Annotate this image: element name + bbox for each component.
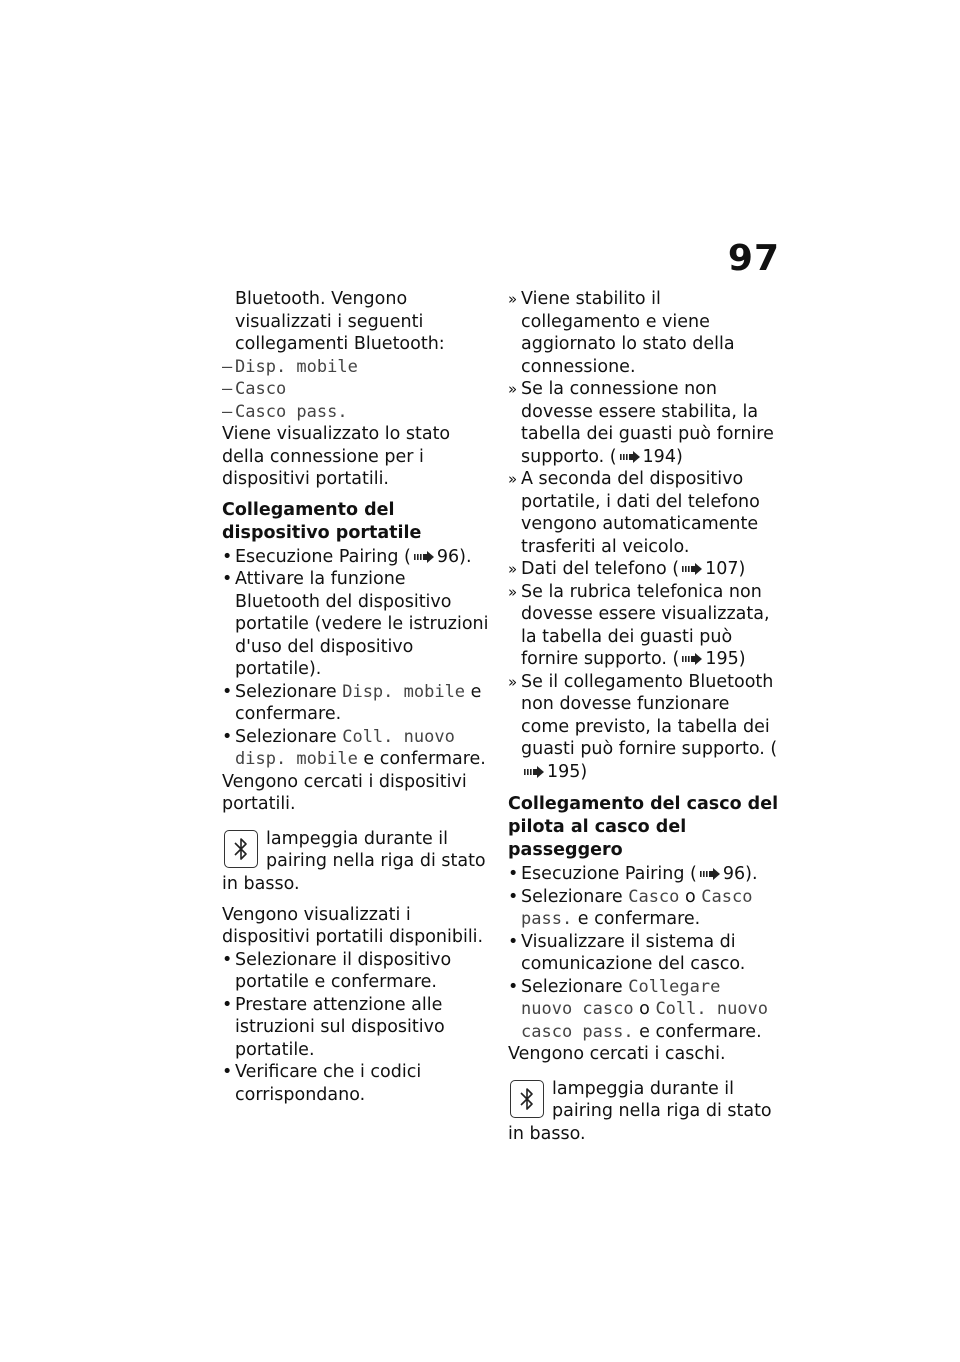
bullet-instructions: • Prestare attenzione alle istruzioni sul dispositivo portatile. (222, 994, 492, 1062)
menu-code: Casco (628, 886, 680, 907)
result-connection: » Viene stabilito il collegamento e viene aggiornato lo stato della connessione. (508, 288, 780, 378)
page-ref: 107) (705, 559, 746, 579)
bullet-select-new-helmet (508, 976, 780, 1044)
bluetooth-note-text: lampeggia durante il pairing nella riga di stato in basso. (508, 1078, 772, 1144)
bullet-select-casco (508, 886, 780, 931)
result-text: Se la connessione non dovesse essere stabilita, la tabella dei guasti può fornire supporto. ( (521, 379, 774, 467)
bullet-verify-codes: • Verificare che i codici corrispondano. (222, 1061, 492, 1106)
bullet-pairing (508, 863, 780, 886)
dash-item-disp-mobile: – Disp. mobile (222, 356, 492, 379)
reference-arrow-icon (681, 563, 703, 575)
bullet-text: o (633, 999, 656, 1019)
page-ref: 96). (436, 546, 472, 567)
menu-code: Casco pass. (521, 886, 753, 929)
bullet-text: e confermare. (572, 909, 701, 929)
result-bluetooth-issue (508, 671, 780, 784)
page-number: 97 (727, 238, 780, 279)
bluetooth-note-text: lampeggia durante il pairing nella riga di stato in basso. (222, 828, 486, 894)
right-column (508, 288, 780, 1148)
bullet-text: Selezionare (235, 726, 343, 747)
result-text: Se il collegamento Bluetooth non dovesse funzionare come previsto, la tabella dei guasti può fornire supporto. ( (521, 671, 778, 759)
bullet-text: e confermare. (633, 1021, 762, 1042)
bullet-text: e confermare. (357, 749, 486, 769)
bluetooth-note (222, 828, 492, 898)
section-heading-dispositivo: Collegamento del dispositivo portatile (222, 499, 422, 543)
bullet-text: Esecuzione Pairing ( (521, 864, 697, 884)
bullet-select-disp-mobile (222, 681, 492, 726)
bluetooth-note (508, 1078, 780, 1148)
dash-item-casco-pass: – Casco pass. (222, 401, 492, 424)
bullet-text: Selezionare (521, 886, 629, 907)
status-paragraph: Viene visualizzato lo stato della connessione per i dispositivi portatili. (222, 424, 451, 489)
menu-code: Disp. mobile (342, 681, 466, 702)
result-phone-data (508, 558, 780, 581)
searching-helmets: Vengono cercati i caschi. (508, 1044, 726, 1064)
bullet-show-communication: • Visualizzare il sistema di comunicazione del casco. (508, 931, 780, 976)
left-column (222, 288, 492, 1106)
bullet-activate-bluetooth: • Attivare la funzione Bluetooth del dispositivo portatile (vedere le istruzioni d'uso del dispositivo portatile). (222, 568, 492, 681)
result-failure (508, 378, 780, 468)
dash-item-casco: – Casco (222, 378, 492, 401)
page-ref: 195) (705, 649, 746, 669)
bullet-text: Esecuzione Pairing ( (235, 546, 411, 567)
result-text: Se la rubrica telefonica non dovesse essere visualizzata, la tabella dei guasti può fornire supporto. ( (521, 581, 770, 669)
bullet-text: o (679, 886, 702, 907)
section-heading-casco: Collegamento del casco del pilota al casco del passeggero (508, 794, 779, 860)
bullet-select-new-device (222, 726, 492, 771)
menu-code: Coll. nuovo disp. mobile (235, 726, 455, 769)
bullet-pairing (222, 546, 492, 569)
result-text: Dati del telefono ( (521, 559, 680, 579)
reference-arrow-icon (413, 551, 435, 563)
bullet-text: Selezionare (235, 681, 343, 702)
reference-arrow-icon (523, 766, 545, 778)
bullet-select-device: • Selezionare il dispositivo portatile e confermare. (222, 949, 492, 994)
page-ref: 195) (547, 761, 588, 782)
available-paragraph: Vengono visualizzati i dispositivi portatili disponibili. (222, 904, 484, 947)
page-ref: 194) (642, 446, 683, 467)
reference-arrow-icon (681, 653, 703, 665)
page-ref: 96). (722, 864, 758, 884)
result-transfer: » A seconda del dispositivo portatile, i dati del telefono vengono automaticamente trasferiti al veicolo. (508, 468, 780, 558)
bluetooth-icon (224, 830, 258, 868)
result-phonebook (508, 581, 780, 671)
menu-code: Collegare nuovo casco (521, 976, 721, 1019)
menu-code: Coll. nuovo casco pass. (521, 999, 769, 1042)
searching-paragraph: Vengono cercati i dispositivi portatili. (222, 771, 467, 814)
bluetooth-icon (510, 1080, 544, 1118)
reference-arrow-icon (619, 451, 641, 463)
intro-continuation: Bluetooth. Vengono visualizzati i seguenti collegamenti Bluetooth: (235, 289, 445, 354)
bullet-text: Selezionare (521, 976, 629, 997)
reference-arrow-icon (699, 868, 721, 880)
bullet-text: e confermare. (235, 681, 482, 724)
